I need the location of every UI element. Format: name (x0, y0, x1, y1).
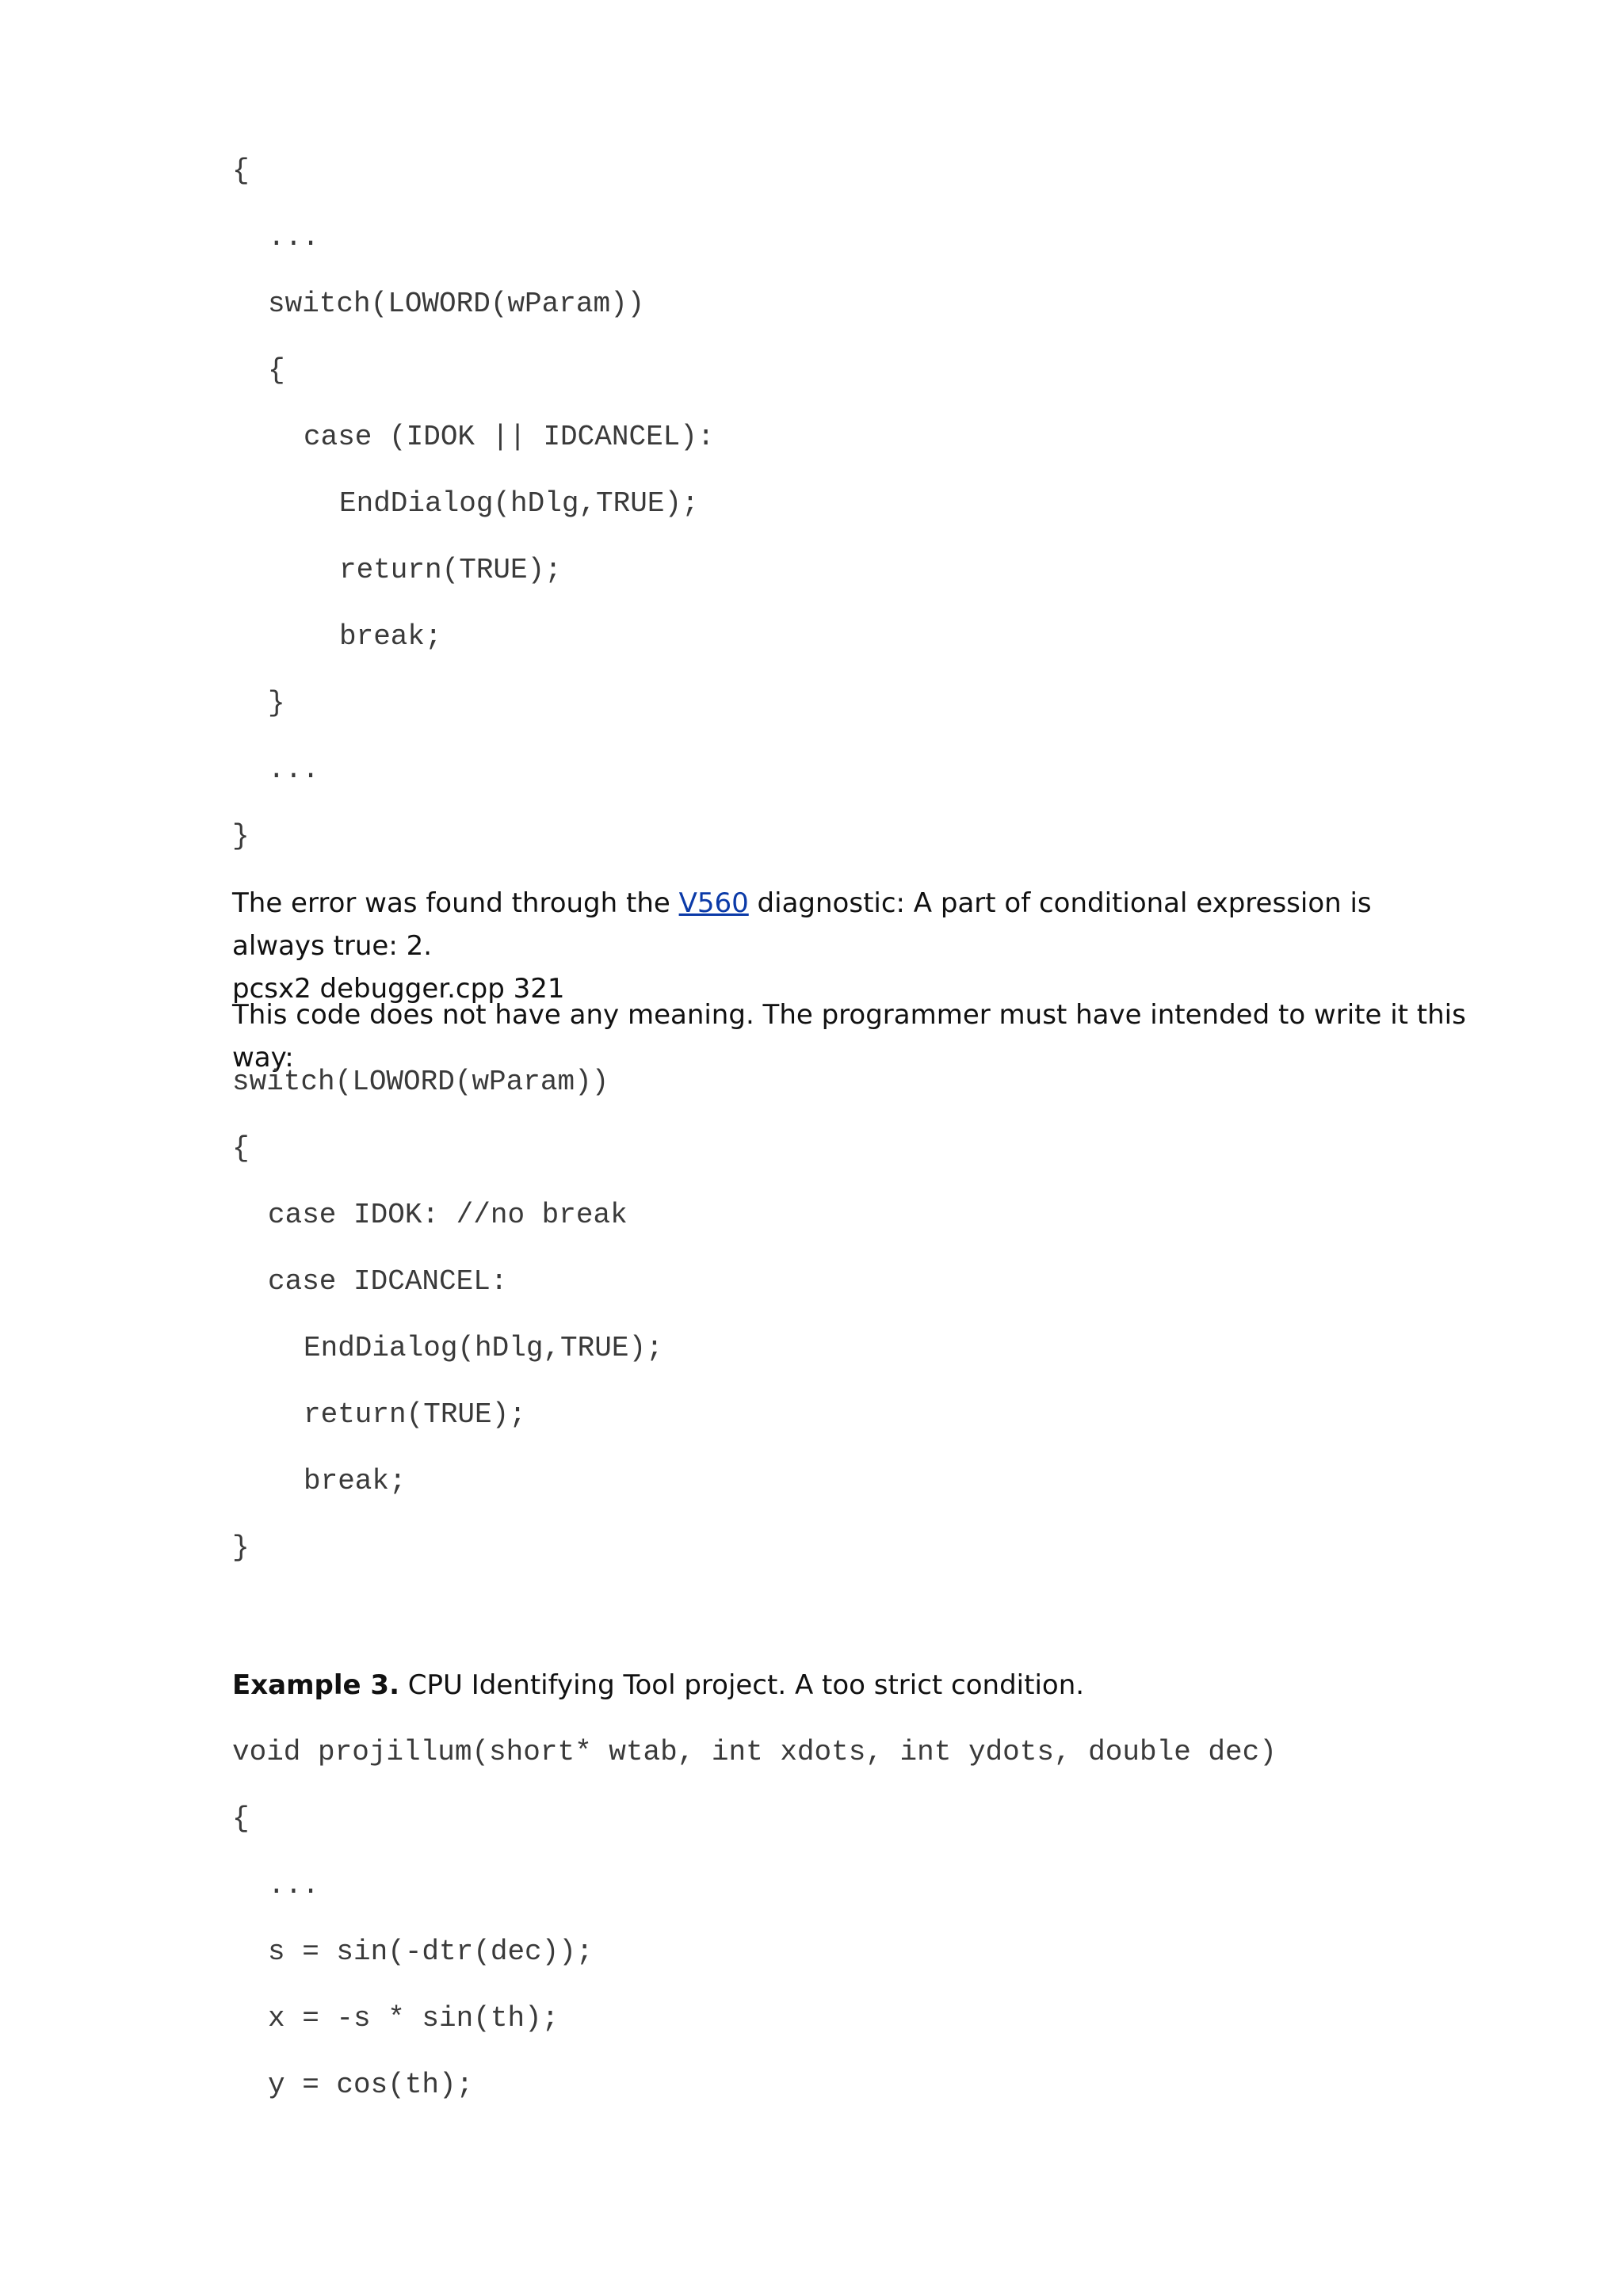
code-line: case IDOK: //no break (268, 1199, 628, 1231)
code-line: } (268, 687, 285, 719)
code-line: case IDCANCEL: (268, 1265, 508, 1298)
code-line: { (232, 1132, 250, 1165)
code-line: { (232, 1802, 250, 1835)
code-line: return(TRUE); (304, 1398, 526, 1431)
paragraph-text: diagnostic: A part of conditional expression is always true: 2. (232, 887, 1372, 962)
code-line: ... (268, 753, 319, 786)
code-line: } (232, 820, 250, 852)
v560-link[interactable]: V560 (678, 887, 749, 919)
code-line: { (268, 354, 285, 387)
code-line: case (IDOK || IDCANCEL): (304, 421, 715, 453)
code-line: void projillum(short* wtab, int xdots, int ydots, double dec) (232, 1736, 1277, 1768)
code-line: s = sin(-dtr(dec)); (268, 1936, 594, 1968)
code-line: EndDialog(hDlg,TRUE); (339, 487, 699, 520)
example-label: Example 3. (232, 1669, 399, 1701)
example-heading (232, 1664, 1468, 1707)
code-line: x = -s * sin(th); (268, 2002, 559, 2035)
code-line: { (232, 154, 250, 187)
code-line: return(TRUE); (339, 554, 562, 586)
code-line: y = cos(th); (268, 2069, 474, 2101)
code-line: EndDialog(hDlg,TRUE); (304, 1332, 663, 1364)
paragraph-text: The error was found through the (232, 887, 679, 919)
code-line: switch(LOWORD(wParam)) (268, 288, 645, 320)
code-line: ... (268, 1869, 319, 1901)
code-line: ... (268, 221, 319, 254)
example-text: CPU Identifying Tool project. A too strict condition. (399, 1669, 1085, 1701)
explanation-paragraph: This code does not have any meaning. The programmer must have intended to write it this way: (232, 999, 1466, 1074)
code-line: break; (304, 1465, 407, 1497)
code-line: } (232, 1531, 250, 1564)
code-line: switch(LOWORD(wParam)) (232, 1066, 609, 1098)
paragraph-text: pcsx2 debugger.cpp 321 (232, 973, 565, 1005)
diagnostic-paragraph (232, 882, 1468, 1010)
code-line: break; (339, 620, 442, 653)
